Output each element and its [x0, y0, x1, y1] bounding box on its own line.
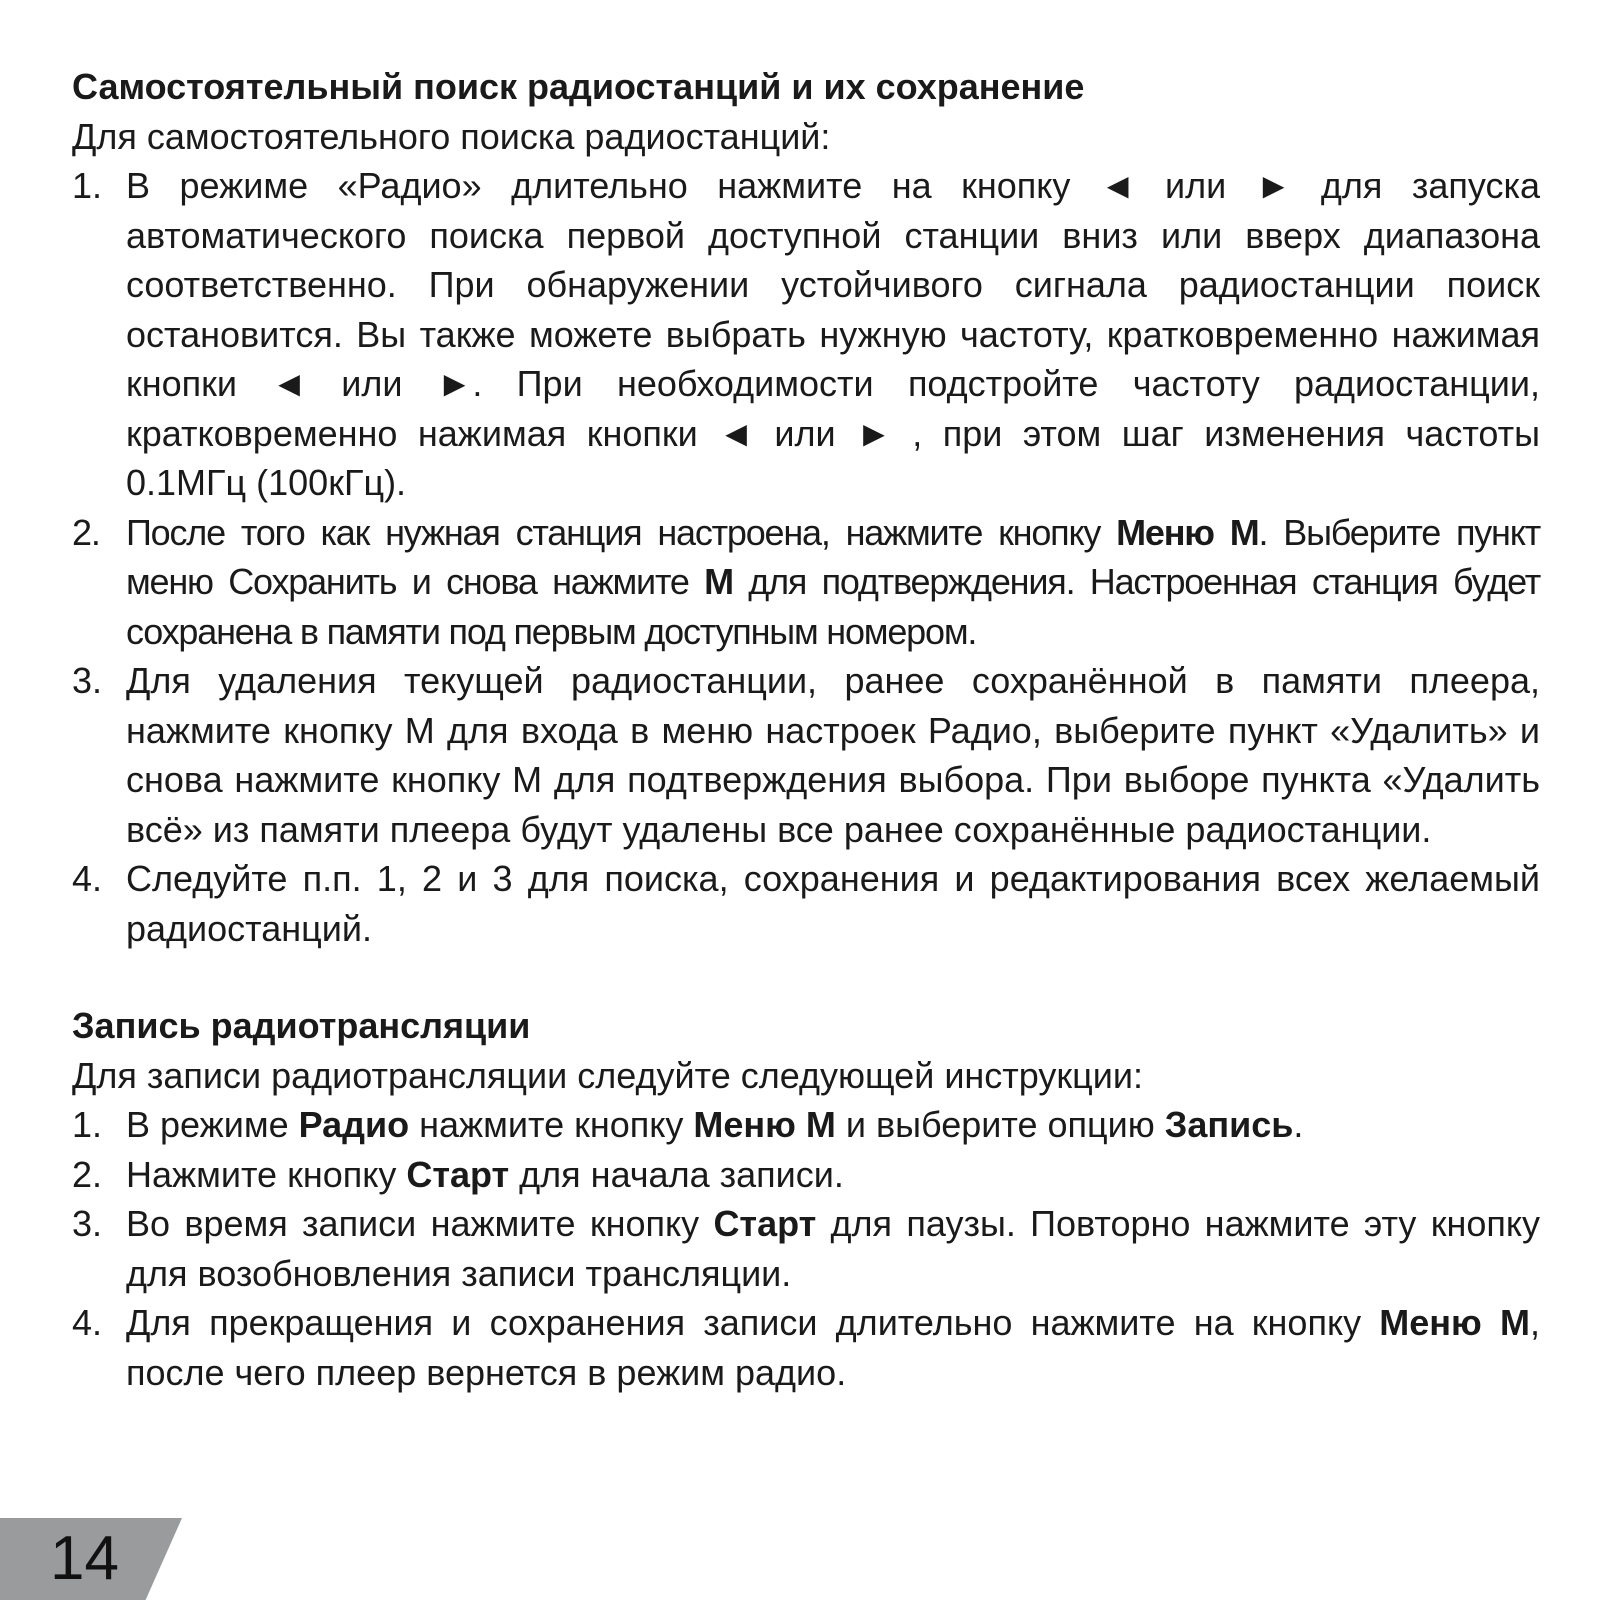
list-item-text: Для удаления текущей радиостанции, ранее сохранённой в памяти плеера, нажмите кнопку М для входа в меню настроек Радио, выберите пункт «Удалить» и снова нажмите кнопку М для подтверждения выбора. При выборе пункта «Удалить всё» из памяти плеера будут удалены все ранее сохранённые радиостанции.	[126, 660, 1540, 850]
button-name-bold: М	[704, 561, 733, 602]
list-item-text: , после чего плеер вернется в режим радио.	[126, 1302, 1540, 1393]
list-item-number: 3.	[72, 660, 103, 701]
list-item-text: для паузы. Повторно нажмите эту кнопку для возобновления записи трансляции.	[126, 1203, 1540, 1294]
list-item-text: В режиме	[126, 1104, 299, 1145]
list-item-number: 3.	[72, 1203, 103, 1244]
section-heading-recording: Запись радиотрансляции	[72, 1005, 531, 1046]
list-item	[72, 1100, 1540, 1150]
button-name-bold: Меню М	[693, 1104, 836, 1145]
list-item-text: После того как нужная станция настроена, нажмите кнопку	[126, 511, 1117, 553]
button-name-bold: Старт	[713, 1203, 817, 1244]
list-item	[72, 1199, 1540, 1298]
list-item	[72, 1298, 1540, 1397]
list-item-number: 4.	[72, 858, 103, 899]
option-name-bold: Запись	[1164, 1104, 1294, 1145]
list-item-text: Следуйте п.п. 1, 2 и 3 для поиска, сохранения и редактирования всех желаемый радиостанций.	[126, 858, 1540, 949]
list-item-text: . Выберите пункт меню Сохранить и снова нажмите	[126, 511, 1540, 602]
list-item-number: 2.	[72, 511, 100, 553]
list-item-number: 1.	[72, 165, 103, 206]
list-item-text: и выберите опцию	[835, 1104, 1165, 1145]
list-item	[72, 161, 1540, 508]
list-item-text: для начала записи.	[509, 1153, 844, 1195]
list-item-number: 4.	[72, 1302, 103, 1343]
list-item-text: Во время записи нажмите кнопку	[126, 1203, 714, 1244]
button-name-bold: Меню М	[1116, 511, 1259, 553]
button-name-bold: Меню М	[1379, 1302, 1530, 1343]
list-item-text: нажмите кнопку	[409, 1104, 694, 1145]
list-item	[72, 656, 1540, 854]
list-item	[72, 508, 1540, 657]
page-number: 14	[50, 1524, 119, 1593]
section-intro-radio-search: Для самостоятельного поиска радиостанций:	[72, 115, 831, 157]
list-item	[72, 854, 1540, 953]
manual-page-content	[72, 62, 1540, 1397]
list-item-text: .	[1293, 1104, 1304, 1145]
section-intro-recording: Для записи радиотрансляции следуйте следующей инструкции:	[72, 1054, 1143, 1096]
list-item-text: Для прекращения и сохранения записи длительно нажмите на кнопку	[126, 1302, 1380, 1343]
section-heading-radio-search: Самостоятельный поиск радиостанций и их сохранение	[72, 66, 1085, 107]
list-item	[72, 1150, 1540, 1200]
mode-name-bold: Радио	[298, 1104, 410, 1145]
list-item-number: 1.	[72, 1104, 103, 1145]
button-name-bold: Старт	[406, 1153, 510, 1195]
list-item-text: Нажмите кнопку	[126, 1153, 407, 1195]
section-spacer	[72, 953, 1540, 1001]
list-item-number: 2.	[72, 1153, 103, 1195]
list-item-text: для подтверждения. Настроенная станция будет сохранена в памяти под первым доступным номером.	[126, 561, 1540, 652]
list-item-text: В режиме «Радио» длительно нажмите на кнопку ◄ или ► для запуска автоматического поиска первой доступной станции вниз или вверх диапазона соответственно. При обнаружении устойчивого сигнала радиостанции поиск остановится. Вы также можете выбрать нужную частоту, кратковременно нажимая кнопки ◄ или ►. При необходимости подстройте частоту радиостанции, кратковременно нажимая кнопки ◄ или ► , при этом шаг изменения частоты 0.1МГц (100кГц).	[126, 165, 1540, 503]
